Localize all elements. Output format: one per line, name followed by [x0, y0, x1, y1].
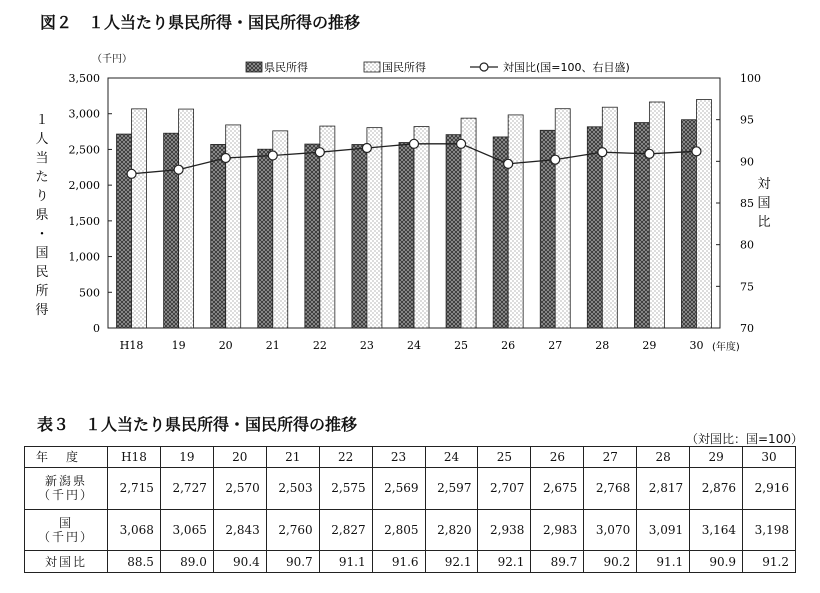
- legend-swatch-pref: [246, 62, 262, 72]
- bar-pref: [258, 149, 273, 328]
- bar-pref: [446, 135, 461, 328]
- table-cell: 2,817: [637, 468, 690, 510]
- table-row-sublabel: （千円）: [37, 488, 94, 503]
- table-cell: 2,597: [425, 468, 478, 510]
- bar-nation: [696, 100, 711, 328]
- table-cell: 89.7: [531, 551, 584, 573]
- table-cell: 91.1: [319, 551, 372, 573]
- ratio-point: [410, 139, 419, 148]
- table-cell: 2,675: [531, 468, 584, 510]
- y-left-tick-label: 2,000: [68, 179, 100, 193]
- bars: [117, 100, 712, 328]
- table-cell: 2,805: [372, 509, 425, 551]
- table-col-header: 28: [637, 447, 690, 468]
- table-cell: 2,575: [319, 468, 372, 510]
- table-cell: 90.2: [584, 551, 637, 573]
- table-cell: 2,768: [584, 468, 637, 510]
- table-corner-label: 年度: [25, 447, 108, 468]
- table-cell: 3,068: [108, 509, 161, 551]
- table-row-sublabel: （千円）: [37, 530, 94, 545]
- bar-pref: [352, 145, 367, 329]
- income-table: [24, 446, 796, 573]
- table-cell: 91.6: [372, 551, 425, 573]
- y-left-tick-label: 3,000: [68, 107, 100, 121]
- table-cell: 90.7: [266, 551, 319, 573]
- table-cell: 2,503: [266, 468, 319, 510]
- legend: [246, 60, 630, 74]
- table-cell: 2,876: [690, 468, 743, 510]
- y-left-tick-label: 500: [79, 286, 100, 300]
- bar-pref: [211, 144, 226, 328]
- table-cell: 3,198: [743, 509, 796, 551]
- legend-label-ratio: 対国比(国=100、右目盛): [503, 61, 630, 74]
- ratio-point: [598, 148, 607, 157]
- y-axis-left: [69, 72, 113, 335]
- table-cell: 2,916: [743, 468, 796, 510]
- table-row: [25, 509, 796, 551]
- x-tick-label: 20: [218, 339, 233, 352]
- table-cell: 3,065: [160, 509, 213, 551]
- bar-nation: [602, 107, 617, 328]
- table-cell: 91.2: [743, 551, 796, 573]
- x-tick-label: 23: [359, 339, 374, 352]
- bar-nation: [414, 127, 429, 328]
- table-cell: 2,760: [266, 509, 319, 551]
- table-cell: 90.9: [690, 551, 743, 573]
- bar-nation: [367, 128, 382, 328]
- ratio-point: [174, 165, 183, 174]
- bar-nation: [649, 102, 664, 328]
- ratio-point: [551, 155, 560, 164]
- table-cell: 88.5: [108, 551, 161, 573]
- x-tick-label: 28: [595, 339, 610, 352]
- legend-marker-ratio: [480, 63, 488, 71]
- bar-nation: [555, 109, 570, 328]
- x-tick-label: 19: [171, 339, 186, 352]
- y-axis-left-label: １人当たり県・国民所得: [35, 113, 49, 318]
- y-left-tick-label: 1,500: [68, 214, 100, 228]
- table-cell: 92.1: [425, 551, 478, 573]
- table-cell: 2,727: [160, 468, 213, 510]
- table-row-label: 新潟県 （千円）: [25, 468, 108, 510]
- table-row: [25, 551, 796, 573]
- table-col-header: 22: [319, 447, 372, 468]
- table-col-header: H18: [108, 447, 161, 468]
- x-tick-label: 30: [689, 339, 704, 352]
- x-tick-label: 29: [642, 339, 657, 352]
- y-right-tick-label: 85: [740, 197, 754, 210]
- x-tick-label: 24: [407, 339, 421, 352]
- table-col-header: 25: [478, 447, 531, 468]
- table-note: （対国比：国=100）: [686, 432, 803, 446]
- y-unit-label: （千円）: [92, 54, 132, 65]
- ratio-point: [692, 147, 701, 156]
- x-tick-label: 26: [501, 339, 516, 352]
- y-axis-right: [716, 72, 761, 335]
- table-cell: 2,715: [108, 468, 161, 510]
- table-cell: 2,707: [478, 468, 531, 510]
- table-cell: 2,820: [425, 509, 478, 551]
- ratio-point: [457, 139, 466, 148]
- y-right-tick-label: 80: [740, 238, 754, 252]
- x-tick-label: 21: [265, 339, 280, 352]
- table-cell: 89.0: [160, 551, 213, 573]
- y-right-tick-label: 70: [740, 322, 754, 335]
- ratio-point: [504, 159, 513, 168]
- table-cell: 2,569: [372, 468, 425, 510]
- table-cell: 3,091: [637, 509, 690, 551]
- table-cell: 2,570: [213, 468, 266, 510]
- x-tick-label: 27: [548, 339, 563, 352]
- y-left-tick-label: 0: [93, 322, 100, 335]
- table-col-header: 24: [425, 447, 478, 468]
- bar-pref: [164, 133, 179, 328]
- bar-nation: [179, 109, 194, 328]
- table-cell: 92.1: [478, 551, 531, 573]
- ratio-point: [362, 144, 371, 153]
- table-cell: 91.1: [637, 551, 690, 573]
- table-cell: 3,164: [690, 509, 743, 551]
- y-right-tick-label: 95: [740, 113, 754, 127]
- ratio-point: [315, 148, 324, 157]
- table-col-header: 27: [584, 447, 637, 468]
- x-unit-label: (年度): [712, 342, 740, 353]
- bar-nation: [273, 131, 288, 328]
- bar-pref: [587, 127, 602, 328]
- legend-label-nation: 国民所得: [382, 61, 426, 74]
- ratio-point: [127, 169, 136, 178]
- table-cell: 90.4: [213, 551, 266, 573]
- table-col-header: 21: [266, 447, 319, 468]
- bar-pref: [305, 144, 320, 328]
- ratio-point: [221, 154, 230, 163]
- table-cell: 2,983: [531, 509, 584, 551]
- bar-nation: [132, 109, 147, 328]
- y-left-tick-label: 2,500: [68, 143, 100, 157]
- table-col-header: 19: [160, 447, 213, 468]
- x-tick-label: 25: [454, 339, 469, 352]
- table-cell: 3,070: [584, 509, 637, 551]
- figure-title: 図２ １人当たり県民所得・国民所得の推移: [40, 13, 361, 32]
- x-tick-label: 22: [312, 339, 327, 352]
- bar-pref: [117, 134, 132, 328]
- legend-swatch-nation: [364, 62, 380, 72]
- table-col-header: 23: [372, 447, 425, 468]
- y-left-tick-label: 1,000: [68, 250, 100, 264]
- x-axis: [120, 339, 704, 352]
- table-row-label: 国 （千円）: [25, 509, 108, 551]
- table-cell: 2,938: [478, 509, 531, 551]
- table-cell: 2,843: [213, 509, 266, 551]
- bar-pref: [399, 143, 414, 329]
- legend-label-pref: 県民所得: [264, 61, 308, 74]
- table-row-label: 対国比: [25, 551, 108, 573]
- y-axis-right-label: 対国比: [757, 177, 771, 230]
- x-tick-label: H18: [119, 339, 144, 352]
- table-col-header: 20: [213, 447, 266, 468]
- table-col-header: 29: [690, 447, 743, 468]
- bar-nation: [508, 115, 523, 328]
- ratio-point: [268, 151, 277, 160]
- table-col-header: 30: [743, 447, 796, 468]
- table-col-header: 26: [531, 447, 584, 468]
- y-right-tick-label: 100: [740, 72, 761, 85]
- table-row: [25, 468, 796, 510]
- y-right-tick-label: 90: [740, 155, 754, 169]
- ratio-point: [645, 149, 654, 158]
- table-header-row: [25, 447, 796, 468]
- y-right-tick-label: 75: [740, 280, 754, 294]
- table-cell: 2,827: [319, 509, 372, 551]
- table-body: [25, 468, 796, 573]
- y-left-tick-label: 3,500: [68, 72, 100, 85]
- table-title: 表３ １人当たり県民所得・国民所得の推移: [37, 415, 358, 434]
